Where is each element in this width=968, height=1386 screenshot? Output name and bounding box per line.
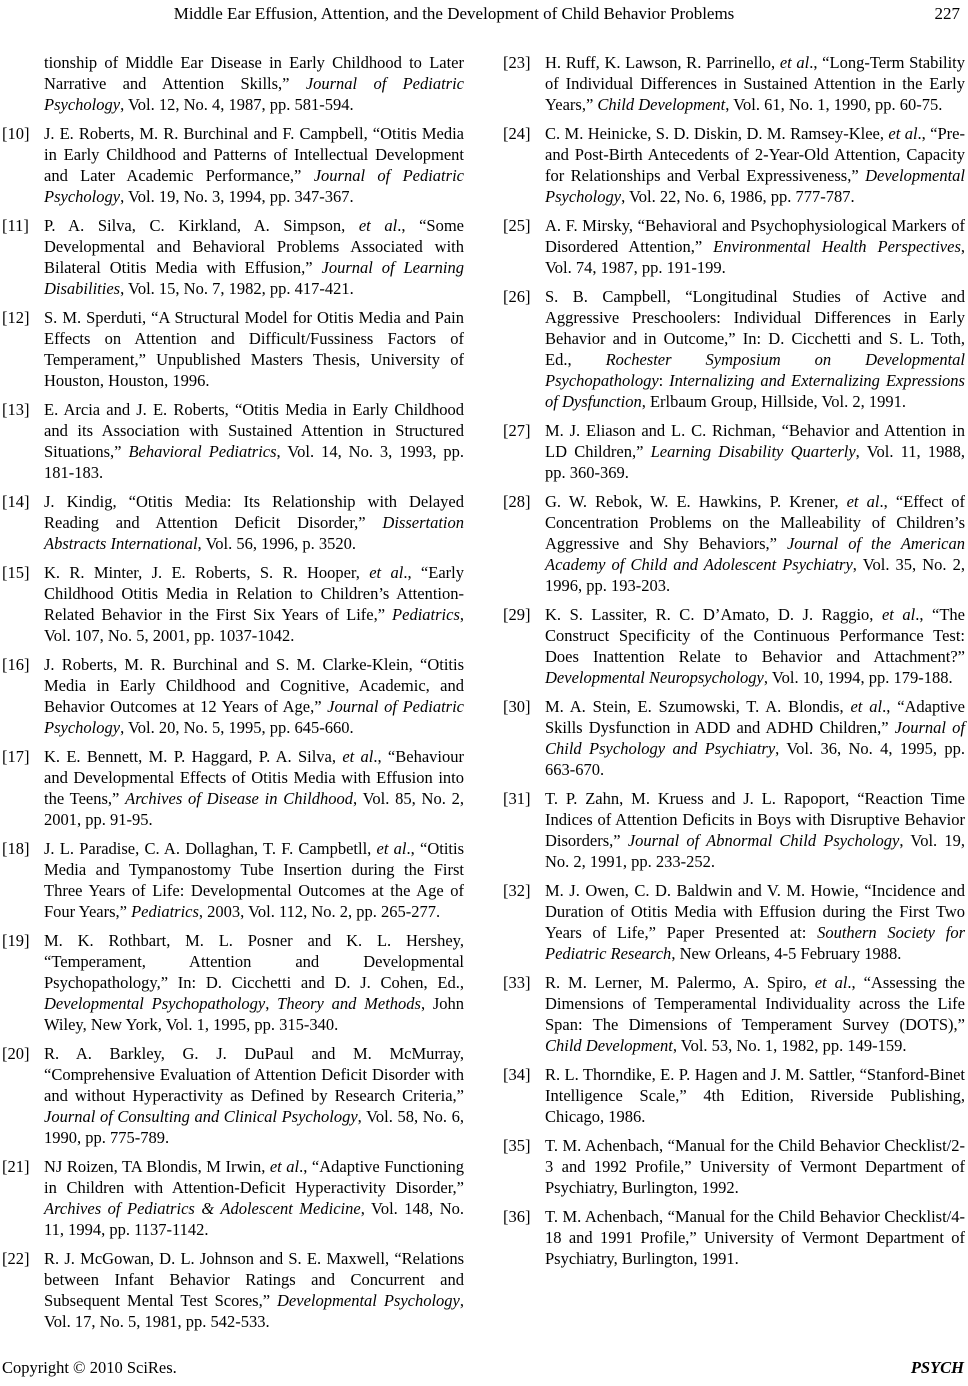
reference-item [503,1064,965,1127]
reference-segment: , Vol. 17, No. 5, 1981, pp. 542-533. [44,1291,465,1331]
reference-segment: , Vol. 85, No. 2, 2001, pp. 91-95. [44,789,464,829]
reference-item [503,788,965,872]
reference-segment: K. S. Lassiter, R. C. D’Amato, D. J. Raggio, [545,605,882,624]
reference-segment-italic: Dissertation Abstracts International [44,513,464,553]
reference-number: [18] [2,839,30,858]
running-title: Middle Ear Effusion, Attention, and the Development of Child Behavior Problems [173,4,735,23]
references-column-1 [2,52,464,1340]
reference-item [2,1043,464,1148]
reference-item [2,838,464,922]
reference-segment: M. J. Eliason and L. C. Richman, “Behavior and Attention in LD Children,” [545,421,965,461]
reference-text [44,491,464,554]
reference-segment: T. M. Achenbach, “Manual for the Child Behavior Checklist/4-18 and 1991 Profile,” University of Vermont Department of Psychiatry, Burlington, 1991. [545,1207,965,1268]
reference-text [545,1206,965,1269]
reference-segment: A. F. Mirsky, “Behavioral and Psychophysiological Markers of Disordered Attention,” [545,216,965,256]
reference-segment-italic: Journal of Pediatric Psychology [44,697,464,737]
reference-number: [19] [2,931,30,950]
reference-text [545,788,965,872]
reference-text [44,215,464,299]
reference-text [44,930,464,1035]
reference-item [2,215,464,299]
reference-segment: M. K. Rothbart, M. L. Posner and K. L. Hershey, “Temperament, Attention and Developmental Psychopathology,” In: D. Cicchetti and D. J. Cohen, Ed., [44,931,464,992]
reference-segment: J. E. Roberts, M. R. Burchinal and F. Campbell, “Otitis Media in Early Childhood and Patterns of Intellectual Development and Later Academic Performance,” [44,124,464,185]
reference-segment-italic: et al [846,492,880,511]
reference-segment-italic: et al [779,53,810,72]
reference-number: [36] [503,1207,531,1226]
reference-item [2,1156,464,1240]
reference-segment: J. Kindig, “Otitis Media: Its Relationship with Delayed Reading and Attention Deficit Disorder,” [44,492,464,532]
reference-segment: , Vol. 12, No. 4, 1987, pp. 581-594. [120,95,354,114]
reference-number: [10] [2,124,30,143]
reference-number: [21] [2,1157,30,1176]
reference-text [44,1156,464,1240]
reference-number: [26] [503,287,531,306]
reference-segment: K. R. Minter, J. E. Roberts, S. R. Hooper, [44,563,370,582]
reference-number: [28] [503,492,531,511]
reference-segment: , Vol. 53, No. 1, 1982, pp. 149-159. [672,1036,907,1055]
reference-segment: ., “Adaptive Functioning in Children with Attention-Deficit Hyperactivity Disorder,” [44,1157,465,1197]
reference-item [2,399,464,483]
reference-number: [32] [503,881,531,900]
reference-item [503,604,965,688]
reference-text [545,52,965,115]
reference-number: [23] [503,53,531,72]
reference-item [503,286,965,412]
reference-item [503,972,965,1056]
reference-segment-italic: Archives of Pediatrics & Adolescent Medicine [44,1199,361,1218]
reference-number [2,52,44,115]
reference-segment: ., “The Construct Specificity of the Continuous Performance Test: Does Inattention Relate to Behavior and Attachment?” [545,605,965,666]
reference-segment-italic: Journal of Child Psychology and Psychiatry [545,718,965,758]
reference-text [545,1064,965,1127]
reference-segment-italic: Journal of Consulting and Clinical Psychology [44,1107,358,1126]
reference-number: [29] [503,605,531,624]
reference-segment-italic: et al [269,1157,300,1176]
reference-segment: , Vol. 35, No. 2, 1996, pp. 193-203. [545,555,965,595]
reference-segment-italic: Developmental Neuropsychology [545,668,764,687]
reference-segment: R. J. McGowan, D. L. Johnson and S. E. Maxwell, “Relations between Infant Behavior Ratings and Concurrent and Subsequent Mental Test Scores,” [44,1249,464,1310]
reference-item [2,562,464,646]
reference-segment: , Vol. 15, No. 7, 1982, pp. 417-421. [120,279,354,298]
reference-segment: , New Orleans, 4-5 February 1988. [671,944,902,963]
reference-segment-italic: et al [850,697,883,716]
reference-item [503,52,965,115]
reference-segment-italic: Southern Society for Pediatric Research [545,923,965,963]
reference-segment: , Vol. 14, No. 3, 1993, pp. 181-183. [44,442,464,482]
reference-segment-italic: et al [376,839,407,858]
reference-segment: , Vol. 22, No. 6, 1986, pp. 777-787. [621,187,855,206]
reference-segment: , 2003, Vol. 112, No. 2, pp. 265-277. [198,902,441,921]
reference-segment-italic: Archives of Disease in Childhood [125,789,353,808]
reference-segment: J. L. Paradise, C. A. Dollaghan, T. F. Campbetll, [44,839,377,858]
references-columns [2,52,966,1340]
reference-segment-italic: Journal of Learning Disabilities [44,258,464,298]
reference-segment-italic: Journal of the American Academy of Child and Adolescent Psychiatry [545,534,965,574]
reference-segment: , Vol. 20, No. 5, 1995, pp. 645-660. [120,718,354,737]
reference-text [44,399,464,483]
reference-segment-italic: Behavioral Pediatrics [128,442,277,461]
reference-number: [14] [2,492,30,511]
reference-number: [13] [2,400,30,419]
reference-segment: ., “Otitis Media and Tympanostomy Tube Insertion during the First Three Years of Life: Developmental Outcomes at the Age of Four Years,” [44,839,464,921]
reference-item [503,1135,965,1198]
reference-segment: ., “Assessing the Dimensions of Temperamental Individuality across the Life Span: The Dimensions of Temperament Survey (DOTS),” [545,973,965,1034]
reference-segment: S. M. Sperduti, “A Structural Model for Otitis Media and Pain Effects on Attention and Difficult/Fussiness Factors of Temperament,” Unpublished Masters Thesis, University of Houston, Houston, 1996. [44,308,464,390]
journal-abbreviation: PSYCH [910,1358,964,1377]
reference-segment-italic: Rochester Symposium on Developmental Psychopathology [545,350,965,390]
reference-segment-italic: et al [369,563,404,582]
reference-number: [12] [2,308,30,327]
reference-segment: T. P. Zahn, M. Kruess and J. L. Rapoport, “Reaction Time Indices of Attention Deficits in Boys with Disruptive Behavior Disorders,” [545,789,965,850]
reference-number: [31] [503,789,531,808]
reference-segment: , Vol. 19, No. 3, 1994, pp. 347-367. [120,187,354,206]
reference-number: [34] [503,1065,531,1084]
reference-segment: J. Roberts, M. R. Burchinal and S. M. Clarke-Klein, “Otitis Media in Early Childhood and Cognitive, Academic, and Behavior Outcomes at 12 Years of Age,” [44,655,464,716]
reference-segment: , [265,994,278,1013]
reference-segment: , Vol. 58, No. 6, 1990, pp. 775-789. [44,1107,464,1147]
reference-text [44,838,464,922]
reference-item [503,491,965,596]
reference-text [545,880,965,964]
references-column-2 [503,52,965,1340]
reference-segment: , Vol. 11, 1988, pp. 360-369. [545,442,965,482]
reference-number: [25] [503,216,531,235]
reference-segment: , Vol. 61, No. 1, 1990, pp. 60-75. [725,95,943,114]
reference-segment: ., “Adaptive Skills Dysfunction in ADD and ADHD Children,” [545,697,965,737]
reference-segment-italic: Developmental Psychology [277,1291,460,1310]
reference-number: [24] [503,124,531,143]
reference-text [545,123,965,207]
reference-text [44,52,464,115]
reference-item [2,654,464,738]
reference-segment: : [658,371,670,390]
reference-segment: , Vol. 74, 1987, pp. 191-199. [545,237,965,277]
reference-segment: , Erlbaum Group, Hillside, Vol. 2, 1991. [641,392,907,411]
page-number: 227 [934,4,960,23]
reference-number: [17] [2,747,30,766]
reference-number: [16] [2,655,30,674]
reference-number: [30] [503,697,531,716]
reference-number: [22] [2,1249,30,1268]
reference-segment: R. L. Thorndike, E. P. Hagen and J. M. Sattler, “Stanford-Binet Intelligence Scale,” 4th Edition, Riverside Publishing, Chicago, 1986. [545,1065,965,1126]
reference-text [545,696,965,780]
reference-segment: G. W. Rebok, W. E. Hawkins, P. Krener, [545,492,847,511]
reference-segment-italic: et al [814,973,848,992]
reference-number: [35] [503,1136,531,1155]
reference-text [44,1043,464,1148]
reference-item [2,307,464,391]
reference-segment: ., “Some Developmental and Behavioral Problems Associated with Bilateral Otitis Media with Effusion,” [44,216,464,277]
reference-segment: ., “Pre- and Post-Birth Antecedents of 2-Year-Old Attention, Capacity for Relationships and Verbal Expressiveness,” [545,124,965,185]
reference-item [503,420,965,483]
reference-text [44,123,464,207]
reference-item [2,930,464,1035]
reference-segment-italic: Theory and Methods [277,994,421,1013]
reference-segment-italic: Pediatrics [131,902,199,921]
reference-number: [15] [2,563,30,582]
reference-item [2,1248,464,1332]
reference-segment-italic: Child Development [545,1036,673,1055]
reference-segment-italic: Child Development [597,95,726,114]
reference-item [2,746,464,830]
reference-text [44,562,464,646]
reference-segment: R. A. Barkley, G. J. DuPaul and M. McMurray, “Comprehensive Evaluation of Attention Deficit Disorder with and without Hyperactivity as Defined by Research Criteria,” [44,1044,464,1105]
reference-text [44,307,464,391]
reference-segment: T. M. Achenbach, “Manual for the Child Behavior Checklist/2-3 and 1992 Profile,” University of Vermont Department of Psychiatry, Burlington, 1992. [545,1136,965,1197]
reference-segment-italic: Environmental Health Perspectives [713,237,961,256]
reference-segment-italic: et al [888,124,918,143]
reference-text [545,1135,965,1198]
reference-segment: , Vol. 10, 1994, pp. 179-188. [763,668,953,687]
reference-segment: M. J. Owen, C. D. Baldwin and V. M. Howie, “Incidence and Duration of Otitis Media with Effusion during the First Two Years of Life,” Paper Presented at: [545,881,965,942]
reference-item [2,491,464,554]
copyright-notice: Copyright © 2010 SciRes. [2,1358,177,1377]
reference-segment: , John Wiley, New York, Vol. 1, 1995, pp. 315-340. [44,994,464,1034]
reference-segment-italic: Journal of Pediatric Psychology [44,74,464,114]
reference-segment: , Vol. 36, No. 4, 1995, pp. 663-670. [545,739,965,779]
reference-segment: S. B. Campbell, “Longitudinal Studies of Active and Aggressive Preschoolers: Individual Differences in Early Behavior and in Outcome,” In: D. Cicchetti and S. L. Toth, Ed., [545,287,965,369]
reference-segment: NJ Roizen, TA Blondis, M Irwin, [44,1157,270,1176]
reference-text [44,654,464,738]
reference-segment: P. A. Silva, C. Kirkland, A. Simpson, [44,216,359,235]
reference-number: [33] [503,973,531,992]
reference-segment: ., “Effect of Concentration Problems on the Malleability of Children’s Aggressive and Shy Behaviors,” [545,492,966,553]
reference-item [503,880,965,964]
reference-segment: M. A. Stein, E. Szumowski, T. A. Blondis, [545,697,851,716]
reference-segment: , Vol. 56, 1996, p. 3520. [197,534,356,553]
reference-text [545,215,965,278]
reference-segment: ., “Early Childhood Otitis Media in Relation to Children’s Attention-Related Behavior in the First Six Years of Life,” [44,563,464,624]
reference-segment-italic: Learning Disability Quarterly [650,442,856,461]
reference-segment-italic: Internalizing and Externalizing Expressions of Dysfunction [545,371,965,411]
reference-number: [20] [2,1044,30,1063]
reference-text [545,286,965,412]
reference-segment: , Vol. 148, No. 11, 1994, pp. 1137-1142. [44,1199,464,1239]
reference-segment-italic: Journal of Abnormal Child Psychology [627,831,900,850]
reference-number: [27] [503,421,531,440]
reference-segment: , Vol. 107, No. 5, 2001, pp. 1037-1042. [44,605,464,645]
reference-item [503,123,965,207]
page-header [2,4,966,26]
reference-segment: C. M. Heinicke, S. D. Diskin, D. M. Ramsey-Klee, [545,124,889,143]
reference-segment: K. E. Bennett, M. P. Haggard, P. A. Silva, [44,747,343,766]
reference-segment-italic: Pediatrics [392,605,460,624]
reference-segment-italic: et al [342,747,374,766]
reference-text [545,491,965,596]
reference-segment: , Vol. 19, No. 2, 1991, pp. 233-252. [545,831,966,871]
reference-segment: ., “Long-Term Stability of Individual Differences in Sustained Attention in the Early Years,” [545,53,965,114]
reference-number: [11] [2,216,29,235]
reference-segment: ., “Behaviour and Developmental Effects of Otitis Media with Effusion into the Teens,” [44,747,464,808]
reference-text [545,604,965,688]
reference-segment: E. Arcia and J. E. Roberts, “Otitis Media in Early Childhood and its Association with Sustained Attention in Structured Situations,” [44,400,464,461]
reference-item [503,1206,965,1269]
reference-item [503,215,965,278]
reference-segment-italic: Developmental Psychopathology [44,994,266,1013]
reference-text [44,746,464,830]
reference-segment-italic: et al [881,605,916,624]
reference-segment: R. M. Lerner, M. Palermo, A. Spiro, [545,973,815,992]
reference-segment-italic: Journal of Pediatric Psychology [44,166,464,206]
reference-item [503,696,965,780]
reference-text [44,1248,464,1332]
reference-text [545,420,965,483]
reference-text [545,972,965,1056]
reference-segment: tionship of Middle Ear Disease in Early Childhood to Later Narrative and Attention Skills,” [44,53,464,93]
reference-continuation [2,52,464,115]
reference-segment-italic: Developmental Psychology [545,166,965,206]
reference-segment-italic: et al [358,216,398,235]
reference-segment: H. Ruff, K. Lawson, R. Parrinello, [545,53,780,72]
reference-item [2,123,464,207]
